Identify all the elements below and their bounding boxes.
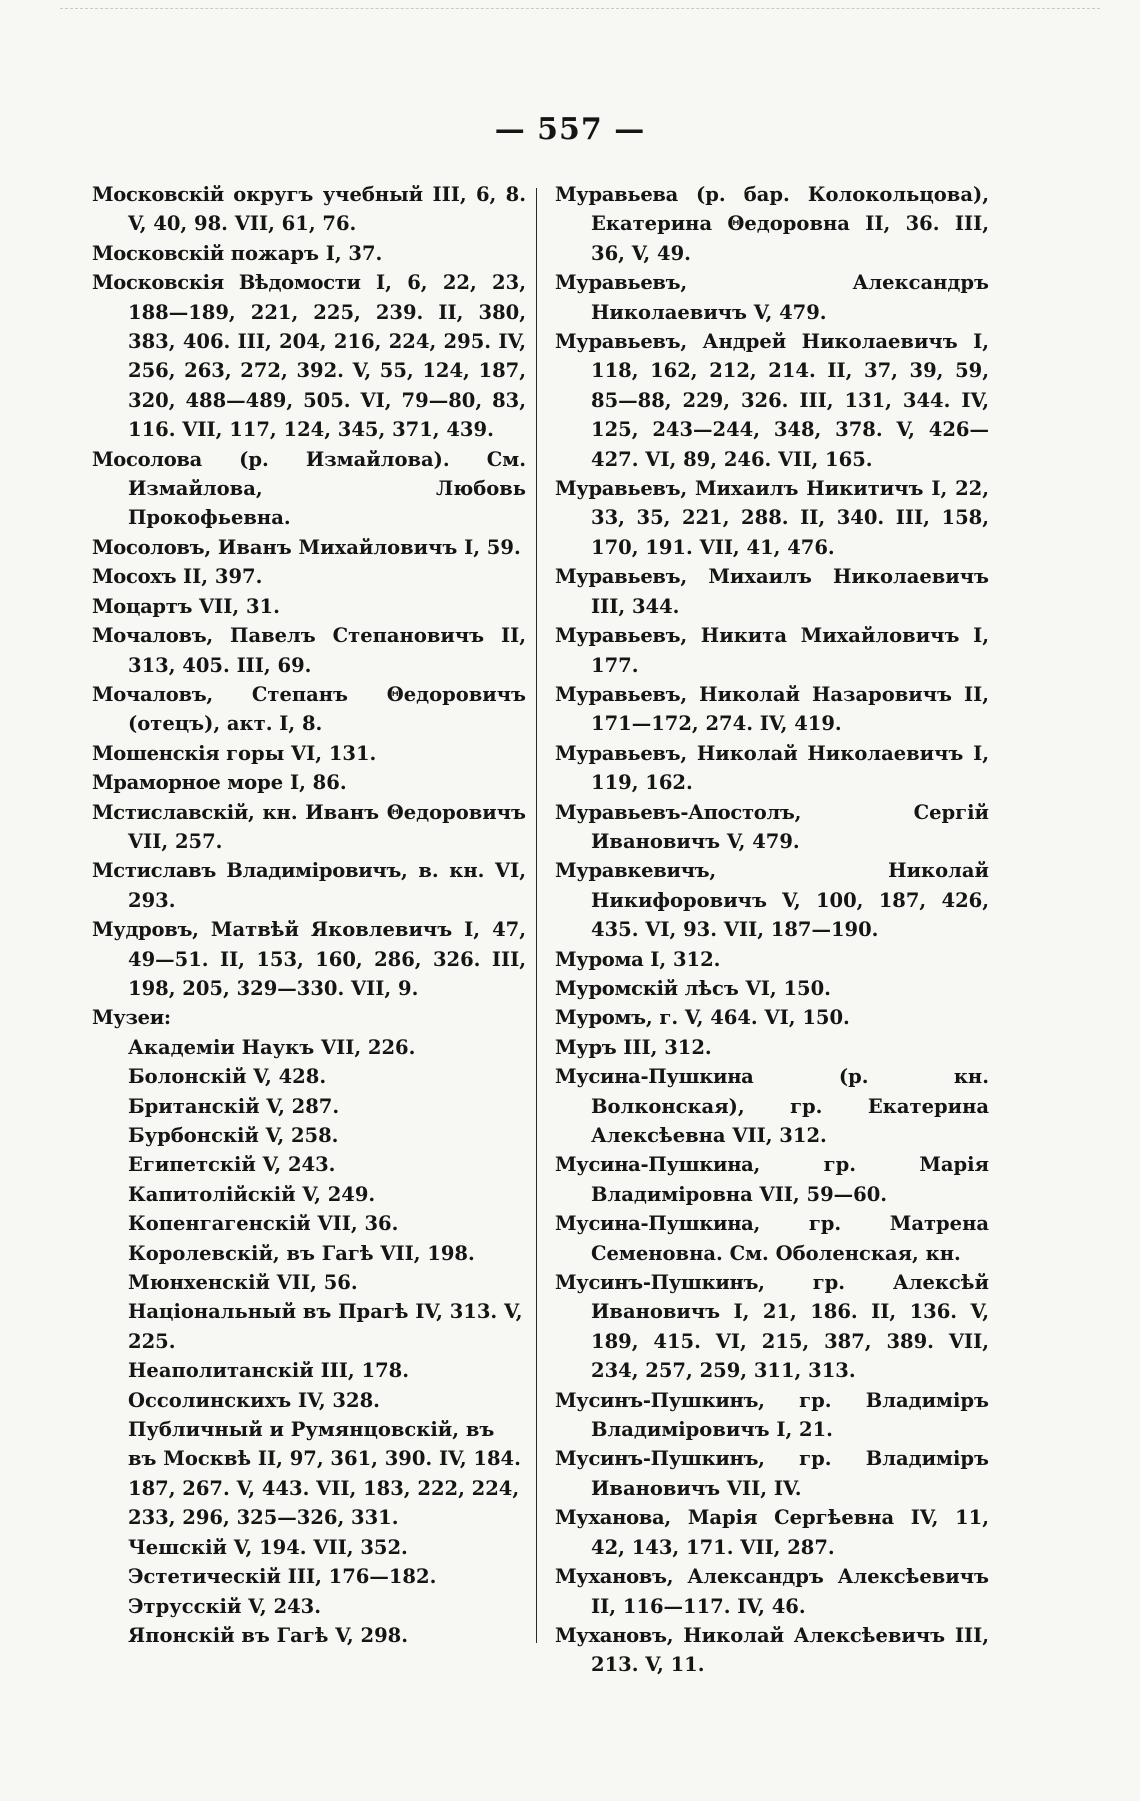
index-entry bbox=[92, 739, 526, 768]
museum-entry: Египетскій V, 243. bbox=[128, 1153, 336, 1177]
entry-references: , Матвѣй Яковлевичъ I, 47, 49—51. II, 153, 160, 286, 326. III, 198, 205, 329—330. VII, 9. bbox=[128, 918, 526, 1000]
entry-headword: Мочаловъ bbox=[92, 624, 207, 648]
entry-references: (р. кн. Волконская), гр. Екатерина Алексѣевна VII, 312. bbox=[591, 1065, 989, 1147]
entry-references: , Александръ Алексѣевичъ II, 116—117. IV, 46. bbox=[591, 1565, 989, 1618]
index-entry bbox=[555, 798, 989, 857]
entry-headword: Мосоловъ bbox=[92, 535, 205, 559]
entry-headword: Московскія Вѣдомости bbox=[92, 271, 361, 295]
entry-references: (р. бар. Колокольцова), Екатерина Θедоровна II, 36. III, 36, V, 49. bbox=[591, 183, 989, 265]
entry-headword: Муравьевъ bbox=[555, 565, 681, 589]
entry-headword: Муравьевъ bbox=[555, 741, 681, 765]
entry-references: , гр. Владиміръ Ивановичъ VII, IV. bbox=[591, 1447, 989, 1500]
museum-entry: Неаполитанскій III, 178. bbox=[128, 1359, 409, 1383]
index-entry bbox=[555, 945, 989, 974]
index-entry bbox=[92, 533, 526, 562]
index-entry bbox=[92, 445, 526, 533]
entry-headword: Мраморное bbox=[92, 771, 221, 795]
entry-references: , Михаилъ Никитичъ I, 22, 33, 35, 221, 288. II, 340. III, 158, 170, 191. VII, 41, 476. bbox=[591, 477, 989, 559]
entry-headword: Муравьевъ bbox=[555, 330, 681, 354]
entry-headword: Мошенскія bbox=[92, 741, 220, 765]
entry-headword: Московскій bbox=[92, 241, 224, 265]
index-entry bbox=[92, 592, 526, 621]
entry-references: , кн. Иванъ Θедоровичъ VII, 257. bbox=[128, 800, 526, 853]
museum-entry: Мюнхенскій VII, 56. bbox=[128, 1271, 358, 1295]
column-divider bbox=[536, 188, 537, 1643]
entry-headword: Муравьевъ bbox=[555, 682, 681, 706]
entry-references: пожаръ I, 37. bbox=[223, 241, 383, 265]
index-entry bbox=[92, 239, 526, 268]
entry-headword: Муравьевъ bbox=[555, 624, 681, 648]
index-entry bbox=[555, 562, 989, 621]
index-entry bbox=[92, 680, 526, 739]
entry-references: I, 312. bbox=[643, 947, 721, 971]
index-entry bbox=[555, 621, 989, 680]
entry-references: VII, 31. bbox=[192, 594, 280, 618]
entry-headword: Мудровъ bbox=[92, 918, 193, 942]
index-entry bbox=[555, 1386, 989, 1445]
entry-references: , в. кн. VI, 293. bbox=[128, 859, 526, 912]
entry-references: III, 312. bbox=[616, 1035, 712, 1059]
entry-references: , г. V, 464. VI, 150. bbox=[645, 1006, 850, 1030]
index-entry bbox=[555, 1268, 989, 1386]
museum-entry: Національный въ Прагѣ IV, 313. V, 225. bbox=[128, 1300, 523, 1353]
museum-entry: Бурбонскій V, 258. bbox=[128, 1124, 339, 1147]
entry-references: , Александръ Николаевичъ V, 479. bbox=[591, 271, 989, 324]
index-entry bbox=[92, 1003, 526, 1032]
index-entry bbox=[555, 1003, 989, 1032]
entry-headword: Музеи: bbox=[92, 1006, 171, 1030]
entry-headword: Мстиславскій bbox=[92, 800, 249, 824]
entry-headword: Мусинъ-Пушкинъ bbox=[555, 1271, 759, 1295]
entry-references: , Николай Алексѣевичъ III, 213. V, 11. bbox=[591, 1623, 989, 1677]
index-entry bbox=[92, 562, 526, 591]
entry-headword: Мусина-Пушкина bbox=[555, 1212, 754, 1236]
entry-headword: Муравьева bbox=[555, 183, 679, 206]
entry-references: , Павелъ Степановичъ II, 313, 405. III, 69. bbox=[128, 624, 526, 677]
index-entry bbox=[555, 1503, 989, 1562]
entry-references: , гр. Марія Владиміровна VII, 59—60. bbox=[591, 1153, 989, 1206]
museum-entry: Публичный и Румянцовскій, въ въ Москвѣ II, 97, 361, 390. IV, 184. 187, 267. V, 443. VII, 183, 222, 224, 233, 296, 325—326, 331. bbox=[128, 1418, 521, 1530]
entry-headword: Мстиславъ Владиміровичъ bbox=[92, 859, 401, 883]
entry-headword: Муханова bbox=[555, 1506, 665, 1530]
index-entry bbox=[555, 1062, 989, 1150]
entry-references: , Сергій Ивановичъ V, 479. bbox=[591, 800, 989, 853]
entry-headword: Мочаловъ bbox=[92, 682, 207, 706]
entry-references: , Иванъ Михайловичъ I, 59. bbox=[204, 535, 521, 559]
index-entry bbox=[92, 915, 526, 1003]
index-entry bbox=[555, 739, 989, 798]
index-entry bbox=[555, 268, 989, 327]
museum-entry: Чешскій V, 194. VII, 352. bbox=[128, 1535, 408, 1559]
entry-headword: Мосолова bbox=[92, 447, 203, 471]
index-entry bbox=[555, 1444, 989, 1503]
entry-headword: Мусинъ-Пушкинъ bbox=[555, 1447, 759, 1471]
entry-references: , гр. Владиміръ Владиміровичъ I, 21. bbox=[591, 1388, 989, 1442]
top-edge-rule bbox=[60, 8, 1100, 9]
entry-references: II, 397. bbox=[176, 565, 263, 589]
museum-entry: Копенгагенскій VII, 36. bbox=[128, 1212, 399, 1236]
entry-headword: Муромъ bbox=[555, 1006, 646, 1030]
index-entry bbox=[555, 1033, 989, 1062]
index-entry bbox=[555, 974, 989, 1003]
entry-headword: Мусинъ-Пушкинъ bbox=[555, 1388, 759, 1412]
entry-references: , Марія Сергѣевна IV, 11, 42, 143, 171. VII, 287. bbox=[591, 1506, 989, 1559]
index-entry bbox=[555, 680, 989, 739]
index-entry bbox=[92, 768, 526, 797]
entry-headword: Муравьевъ-Апостолъ bbox=[555, 800, 795, 824]
entry-headword: Мурома bbox=[555, 947, 644, 971]
entry-headword: Муръ bbox=[555, 1035, 617, 1059]
museum-entry: Болонскій V, 428. bbox=[128, 1065, 327, 1089]
entry-headword: Муромскій bbox=[555, 976, 678, 1000]
museum-entry: Оссолинскихъ IV, 328. bbox=[128, 1388, 380, 1412]
index-entry bbox=[555, 1621, 989, 1680]
index-entry bbox=[555, 474, 989, 562]
entry-references: , Никита Михайловичъ I, 177. bbox=[591, 624, 989, 677]
index-entry bbox=[555, 856, 989, 944]
entry-references: округъ учебный III, 6, 8. V, 40, 98. VII, 61, 76. bbox=[128, 183, 526, 236]
entry-headword: Московскій bbox=[92, 183, 224, 206]
museum-entry: Королевскій, въ Гагѣ VII, 198. bbox=[128, 1241, 475, 1265]
left-column bbox=[92, 180, 526, 1650]
entry-references: , Степанъ Θедоровичъ (отецъ), акт. I, 8. bbox=[128, 682, 526, 736]
entry-references: , Николай Назаровичъ II, 171—172, 274. IV, 419. bbox=[591, 682, 989, 736]
index-entry bbox=[555, 327, 989, 474]
entry-headword: Муравьевъ bbox=[555, 271, 681, 295]
entry-headword: Моцартъ bbox=[92, 594, 193, 618]
entry-references: , Николай Никифоровичъ V, 100, 187, 426, 435. VI, 93. VII, 187—190. bbox=[591, 859, 989, 942]
museum-subentries bbox=[92, 1033, 526, 1651]
museum-entry: Эстетическій III, 176—182. bbox=[128, 1565, 437, 1589]
entry-references: горы VI, 131. bbox=[219, 741, 377, 765]
entry-headword: Мухановъ bbox=[555, 1565, 667, 1589]
index-entry bbox=[555, 180, 989, 268]
museum-entry: Капитолійскій V, 249. bbox=[128, 1182, 376, 1206]
index-entry bbox=[92, 856, 526, 915]
index-entry bbox=[555, 1150, 989, 1209]
entry-references: , Николай Николаевичъ I, 119, 162. bbox=[591, 741, 989, 795]
museum-entry: Академіи Наукъ VII, 226. bbox=[128, 1035, 416, 1059]
entry-references: , Андрей Николаевичъ I, 118, 162, 212, 214. II, 37, 39, 59, 85—88, 229, 326. III, 131, 344. IV, 125, 243—244, 348, 378. V, 426—427. VI, 89, 246. VII, 165. bbox=[591, 330, 989, 471]
entry-references: (р. Измайлова). См. Измайлова, Любовь Прокофьевна. bbox=[128, 447, 526, 530]
entry-headword: Мусина-Пушкина bbox=[555, 1153, 754, 1177]
entry-headword: Муравьевъ bbox=[555, 477, 681, 501]
index-entry bbox=[92, 621, 526, 680]
right-entries bbox=[555, 180, 989, 1680]
museum-entry: Японскій въ Гагѣ V, 298. bbox=[128, 1623, 408, 1647]
entry-references: , Михаилъ Николаевичъ III, 344. bbox=[591, 565, 989, 618]
index-entry bbox=[555, 1209, 989, 1268]
entry-references: лѣсъ VI, 150. bbox=[677, 976, 831, 1000]
page-number: — 557 — bbox=[494, 112, 646, 147]
index-entry bbox=[92, 798, 526, 857]
right-column bbox=[555, 180, 989, 1680]
museum-entry: Этрусскій V, 243. bbox=[128, 1594, 321, 1618]
entry-headword: Мухановъ bbox=[555, 1623, 667, 1647]
index-entry bbox=[92, 268, 526, 444]
entry-headword: Мусина-Пушкина bbox=[555, 1065, 754, 1089]
left-entries bbox=[92, 180, 526, 1033]
entry-headword: Муравкевичъ bbox=[555, 859, 710, 883]
entry-references: , гр. Алексѣй Ивановичъ I, 21, 186. II, 136. V, 189, 415. VI, 215, 387, 389. VII, 234, 257, 259, 311, 313. bbox=[591, 1271, 989, 1383]
entry-references: I, 6, 22, 23, 188—189, 221, 225, 239. II, 380, 383, 406. III, 204, 216, 224, 295. IV, 256, 263, 272, 392. V, 55, 124, 187, 320, 488—489, 505. VI, 79—80, 83, 116. VII, 117, 124, 345, 371, 439. bbox=[128, 271, 526, 442]
museum-entry: Британскій V, 287. bbox=[128, 1094, 340, 1118]
entry-headword: Мосохъ bbox=[92, 565, 177, 589]
entry-references: , гр. Матрена Семеновна. См. Оболенская, кн. bbox=[591, 1212, 989, 1265]
index-entry bbox=[555, 1562, 989, 1621]
index-entry bbox=[92, 180, 526, 239]
entry-references: море I, 86. bbox=[220, 771, 347, 795]
